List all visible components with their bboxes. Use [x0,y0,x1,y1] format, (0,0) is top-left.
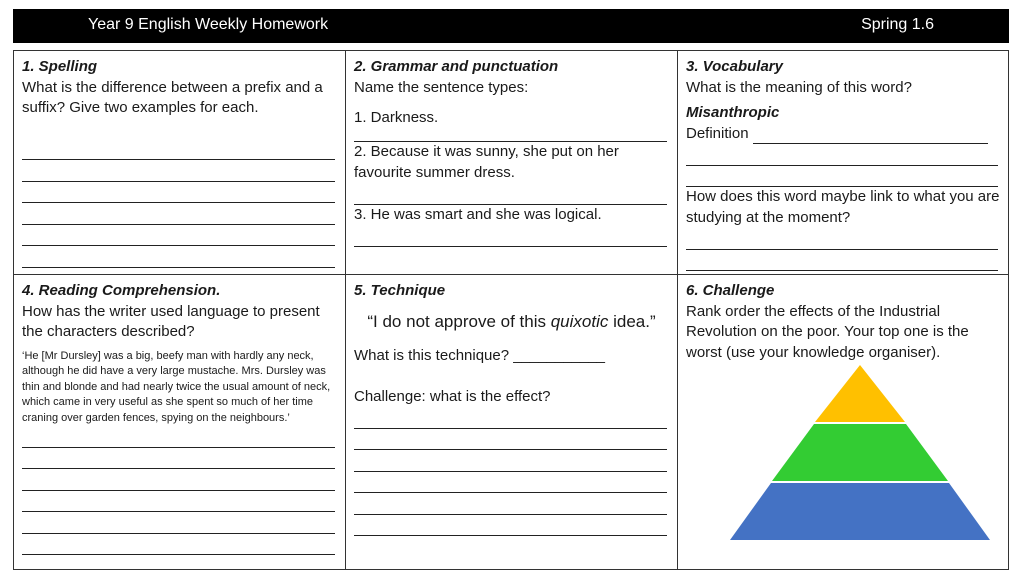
answer-line[interactable] [22,426,335,448]
answer-line[interactable] [22,139,335,161]
grammar-item-3: 3. He was smart and she was logical. [354,205,602,223]
vocabulary-question-2: How does this word maybe link to what you are studying at the moment? [686,188,1000,226]
homework-grid [13,50,1009,570]
answer-line[interactable] [22,203,335,225]
pyramid-top-tier[interactable] [815,365,905,422]
definition-row [686,124,1000,145]
spelling-section [14,51,346,275]
answer-line[interactable] [354,515,667,537]
answer-line[interactable] [22,246,335,268]
answer-line[interactable] [354,407,667,429]
answer-line[interactable] [686,250,998,272]
answer-line[interactable] [686,228,998,250]
answer-line[interactable] [686,166,998,188]
grammar-item-1: 1. Darkness. [354,109,439,126]
reading-question: How has the writer used language to present the characters described? [22,302,320,340]
pyramid-bottom-tier[interactable] [730,483,990,540]
spelling-heading: 1. Spelling [22,58,98,75]
answer-line[interactable] [354,493,667,515]
answer-line[interactable] [22,512,335,534]
reading-heading: 4. Reading Comprehension. [22,282,221,299]
term-label: Spring 1.6 [861,16,934,33]
grammar-heading: 2. Grammar and punctuation [354,58,559,75]
quote-word: quixotic [550,311,609,331]
answer-line[interactable] [354,429,667,451]
reading-section [14,275,346,569]
technique-quote [354,312,669,333]
vocabulary-question: What is the meaning of this word? [686,78,912,96]
grammar-section [346,51,678,275]
definition-line[interactable] [753,127,988,144]
technique-heading: 5. Technique [354,282,446,299]
vocabulary-heading: 3. Vocabulary [686,58,783,75]
vocabulary-word: Misanthropic [686,104,780,121]
answer-line[interactable] [22,225,335,247]
ranking-pyramid [730,365,990,541]
challenge-text: Rank order the effects of the Industrial Revolution on the poor. Your top one is the worst (use your knowledge organiser). [686,302,969,361]
quote-start: “I do not approve of this [367,311,551,331]
answer-line[interactable] [354,450,667,472]
technique-challenge: Challenge: what is the effect? [354,387,551,405]
header-bar [13,9,1009,43]
technique-question: What is this technique? ___________ [354,347,606,364]
answer-line[interactable] [22,182,335,204]
answer-line[interactable] [22,160,335,182]
grammar-item-2: 2. Because it was sunny, she put on her favourite summer dress. [354,143,619,181]
answer-line[interactable] [354,225,667,247]
challenge-section [678,275,1008,569]
answer-line[interactable] [22,448,335,470]
spelling-question: What is the difference between a prefix and a suffix? Give two examples for each. [22,78,323,116]
answer-line[interactable] [686,144,998,166]
answer-line[interactable] [354,472,667,494]
grammar-prompt: Name the sentence types: [354,78,529,96]
definition-label: Definition [686,124,753,142]
technique-section [346,275,678,569]
quote-end: idea.” [608,311,656,331]
reading-passage: ‘He [Mr Dursley] was a big, beefy man with hardly any neck, although he did have a very large mustache. Mrs. Dursley was thin and blonde and had nearly twice the usual amount of neck, which came in very useful as she spent so much of her time craning over garden fences, spying on the neighbours.’ [22,349,331,424]
vocabulary-section [678,51,1008,275]
pyramid-middle-tier[interactable] [772,424,948,481]
challenge-heading: 6. Challenge [686,282,775,299]
answer-line[interactable] [22,491,335,513]
page-title: Year 9 English Weekly Homework [88,16,329,33]
answer-line[interactable] [22,534,335,556]
answer-line[interactable] [22,469,335,491]
answer-line[interactable] [354,183,667,205]
